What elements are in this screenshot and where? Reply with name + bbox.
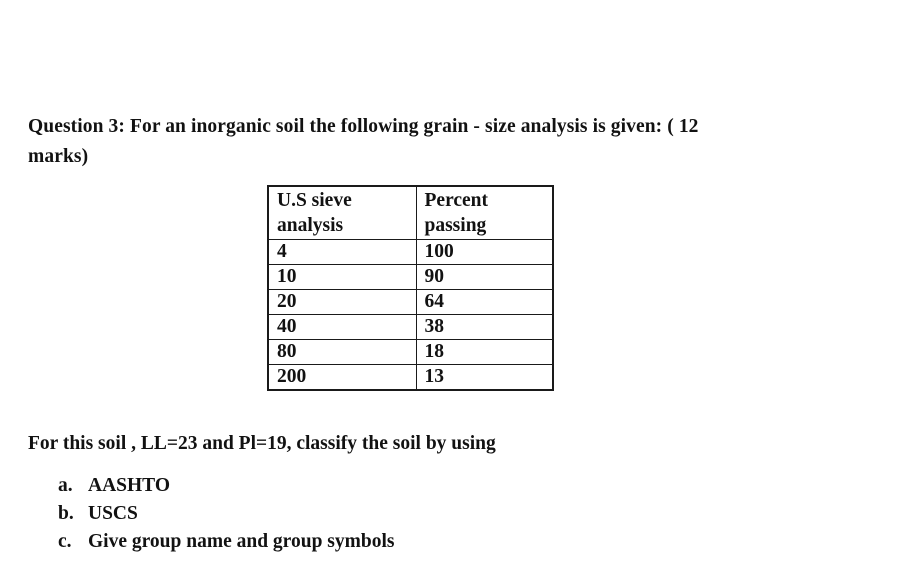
percent-cell: 100 <box>416 240 553 265</box>
header-cell-percent <box>416 186 553 240</box>
table-header-row <box>268 186 553 240</box>
header-percent-line2: passing <box>424 215 487 236</box>
sieve-analysis-table <box>267 185 554 391</box>
header-sieve-line2: analysis <box>277 215 344 236</box>
list-item-marker: c. <box>58 531 72 552</box>
table-row <box>268 290 553 315</box>
sieve-cell: 40 <box>268 315 416 340</box>
question-heading <box>28 112 699 172</box>
percent-cell: 13 <box>416 365 553 391</box>
sieve-cell: 200 <box>268 365 416 391</box>
list-item-uscs <box>58 504 394 524</box>
list-item-aashto <box>58 476 394 496</box>
percent-cell: 90 <box>416 265 553 290</box>
sieve-cell: 4 <box>268 240 416 265</box>
percent-cell: 38 <box>416 315 553 340</box>
table-row <box>268 315 553 340</box>
list-item-label: Give group name and group symbols <box>88 531 395 552</box>
header-percent-line1: Percent <box>424 190 489 211</box>
percent-cell: 18 <box>416 340 553 365</box>
question-heading-line2: marks) <box>28 146 89 167</box>
header-sieve-line1: U.S sieve <box>277 190 352 211</box>
classification-intro: For this soil , LL=23 and Pl=19, classify the soil by using <box>28 433 496 454</box>
sieve-table-container <box>267 185 554 391</box>
list-item-label: AASHTO <box>88 475 170 496</box>
header-cell-sieve <box>268 186 416 240</box>
list-item-marker: a. <box>58 475 73 496</box>
classification-list <box>58 476 394 560</box>
list-item-label: USCS <box>88 503 138 524</box>
table-row <box>268 265 553 290</box>
question-heading-line1: Question 3: For an inorganic soil the following grain - size analysis is given: ( 12 <box>28 116 699 137</box>
table-row <box>268 365 553 391</box>
sieve-cell: 20 <box>268 290 416 315</box>
table-row <box>268 340 553 365</box>
table-row <box>268 240 553 265</box>
sieve-cell: 80 <box>268 340 416 365</box>
sieve-cell: 10 <box>268 265 416 290</box>
list-item-marker: b. <box>58 503 74 524</box>
list-item-group-name <box>58 532 394 552</box>
percent-cell: 64 <box>416 290 553 315</box>
